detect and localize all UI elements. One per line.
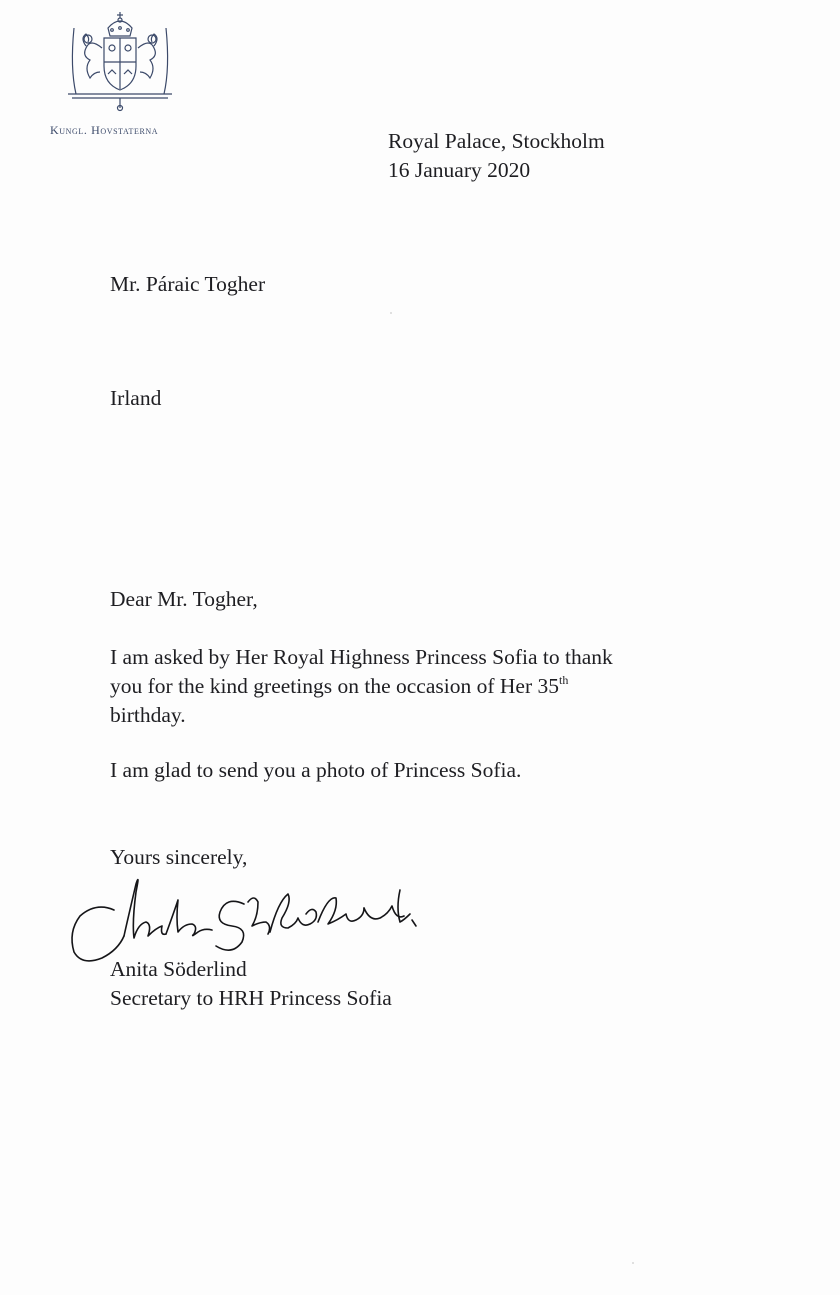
body-paragraph-1-line-2 [110, 672, 710, 701]
recipient-country: Irland [110, 386, 162, 410]
letter-date: 16 January 2020 [388, 158, 531, 182]
recipient-name: Mr. Páraic Togher [110, 272, 266, 296]
body-paragraph-1-line-3: birthday. [110, 703, 186, 727]
salutation: Dear Mr. Togher, [110, 587, 258, 611]
place-date-block [388, 127, 605, 185]
signatory-title: Secretary to HRH Princess Sofia [110, 986, 392, 1010]
closing: Yours sincerely, [110, 845, 248, 869]
coat-of-arms-icon [60, 8, 180, 112]
paper-speck [390, 312, 392, 314]
body-paragraph-2: I am glad to send you a photo of Princess Sofia. [110, 758, 522, 782]
body-paragraph-1 [110, 643, 710, 730]
body-paragraph-1-line-2-text: you for the kind greetings on the occasion of Her 35 [110, 674, 559, 698]
letter-place: Royal Palace, Stockholm [388, 129, 605, 153]
signatory-name: Anita Söderlind [110, 957, 247, 981]
body-paragraph-1-line-1: I am asked by Her Royal Highness Princess Sofia to thank [110, 645, 613, 669]
ordinal-suffix: th [559, 673, 569, 687]
paper-speck [632, 1262, 634, 1264]
letterhead-organization: Kungl. Hovstaterna [50, 123, 159, 137]
